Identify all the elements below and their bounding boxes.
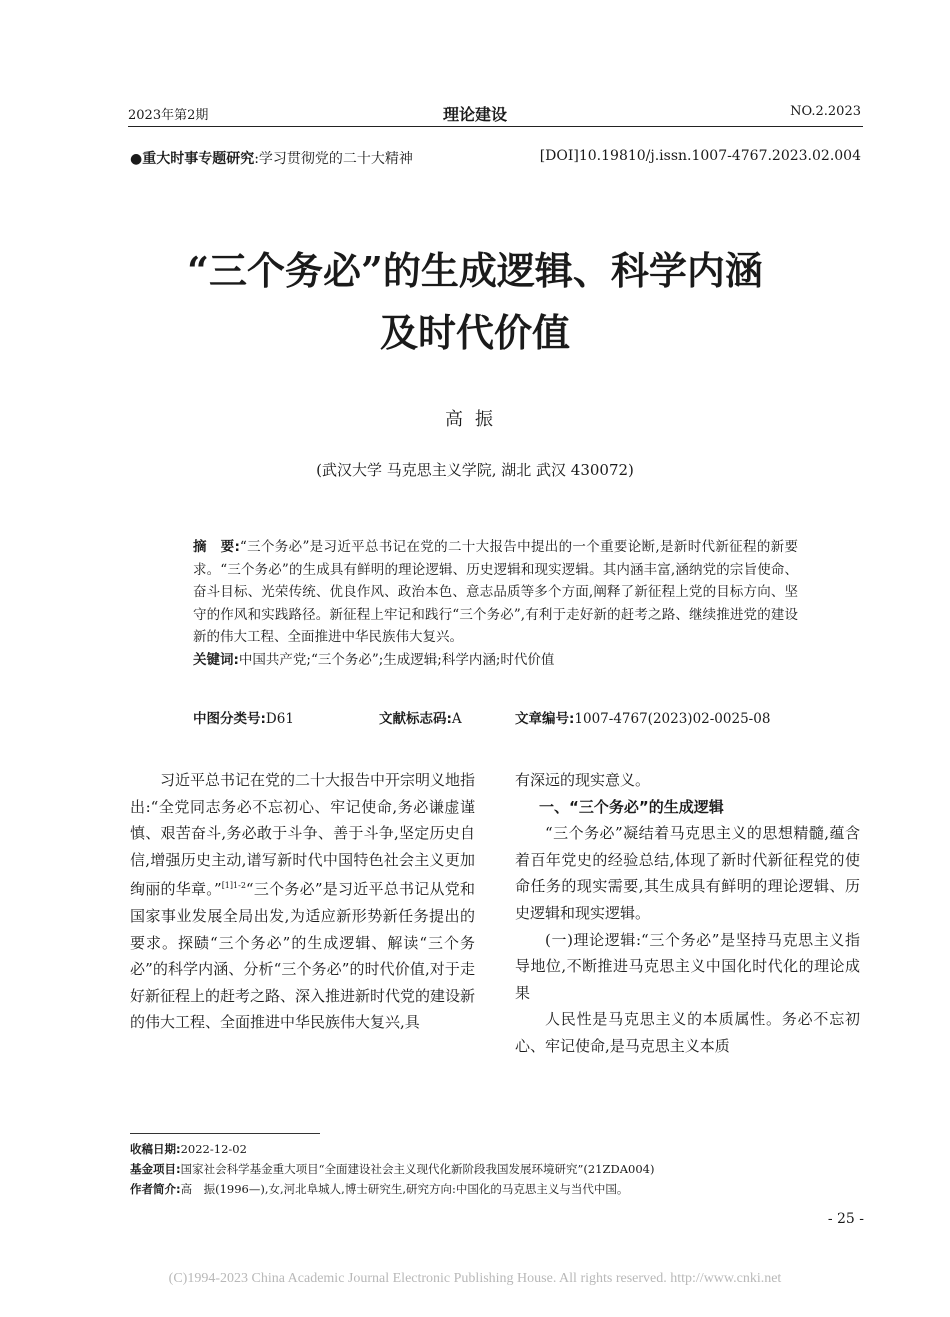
title-line-1: “三个务必”的生成逻辑、科学内涵 bbox=[187, 248, 763, 293]
citation-superscript: [1]1-2 bbox=[221, 881, 246, 891]
copyright-watermark: (C)1994-2023 China Academic Journal Electronic Publishing House. All rights reserved. http://www.cnki.net bbox=[168, 1271, 782, 1286]
clc-label: 中图分类号: bbox=[193, 711, 266, 727]
body-text-a: 习近平总书记在党的二十大报告中开宗明义地指出:“全党同志务必不忘初心、牢记使命,务必谦虚谨慎、艰苦奋斗,务必敢于斗争、善于斗争,坚定历史自信,增强历史主动,谱写新时代中国特色社会主义更加绚丽的华章。” bbox=[130, 771, 476, 899]
article-number-label: 文章编号: bbox=[515, 711, 575, 727]
abstract bbox=[193, 536, 798, 649]
doc-code-group bbox=[379, 707, 515, 727]
received-value: 2022-12-02 bbox=[180, 1142, 247, 1156]
header-issue-number: NO.2.2023 bbox=[790, 104, 861, 119]
doc-code-value: A bbox=[451, 711, 462, 727]
article-number-value: 1007-4767(2023)02-0025-08 bbox=[574, 711, 771, 727]
body-paragraph bbox=[130, 767, 475, 1036]
header-issue: 2023年第2期 bbox=[128, 108, 209, 123]
keywords bbox=[193, 649, 798, 672]
clc-value: D61 bbox=[265, 711, 294, 727]
abstract-block bbox=[193, 536, 798, 672]
footnote-author bbox=[130, 1179, 870, 1199]
body-text-b: “三个务必”是习近平总书记从党和国家事业发展全局出发,为适应新形势新任务提出的要求。探赜“三个务必”的生成逻辑、解读“三个务必”的科学内涵、分析“三个务必”的时代价值,对于走好新征程上的赶考之路、深入推进新时代党的建设新的伟大工程、全面推进中华民族伟大复兴,具 bbox=[130, 880, 476, 1032]
column-label bbox=[130, 148, 413, 168]
fund-label: 基金项目: bbox=[130, 1162, 181, 1176]
footnote-received bbox=[130, 1139, 870, 1159]
doc-code-label: 文献标志码: bbox=[379, 711, 452, 727]
bullet: ● bbox=[130, 151, 143, 167]
column-label-strong: 重大时事专题研究 bbox=[142, 151, 255, 167]
body-paragraph: 人民性是马克思主义的本质属性。务必不忘初心、牢记使命,是马克思主义本质 bbox=[515, 1010, 860, 1055]
title-line-2: 及时代价值 bbox=[379, 310, 570, 355]
footnote-fund bbox=[130, 1159, 870, 1179]
body-column-left bbox=[130, 767, 475, 1036]
abstract-label: 摘 要: bbox=[193, 539, 240, 555]
page-number: - 25 - bbox=[827, 1211, 864, 1227]
doi: [DOI]10.19810/j.issn.1007-4767.2023.02.004 bbox=[539, 148, 861, 164]
fund-value: 国家社会科学基金重大项目“全面建设社会主义现代化新阶段我国发展环境研究”(21ZDA004) bbox=[180, 1162, 655, 1176]
author-name: 高振 bbox=[445, 409, 505, 430]
keywords-label: 关键词: bbox=[193, 651, 239, 668]
author-bio-value: 高 振(1996—),女,河北阜城人,博士研究生,研究方向:中国化的马克思主义与当代中国。 bbox=[180, 1182, 629, 1196]
received-label: 收稿日期: bbox=[130, 1142, 181, 1156]
article-number-group bbox=[515, 707, 770, 727]
column-label-rest: :学习贯彻党的二十大精神 bbox=[254, 151, 413, 167]
classification-row bbox=[193, 707, 813, 727]
article-title bbox=[0, 240, 950, 364]
header-journal-name: 理论建设 bbox=[442, 105, 507, 124]
footnote-rule bbox=[130, 1133, 320, 1134]
author-bio-label: 作者简介: bbox=[130, 1182, 181, 1196]
section-heading: 一、“三个务必”的生成逻辑 bbox=[539, 797, 724, 816]
author-affiliation: (武汉大学 马克思主义学院, 湖北 武汉 430072) bbox=[316, 461, 634, 479]
header-rule bbox=[128, 126, 863, 127]
subsection-heading: (一)理论逻辑:“三个务必”是坚持马克思主义指导地位,不断推进马克思主义中国化时代化的理论成果 bbox=[515, 930, 860, 1002]
footnotes bbox=[130, 1139, 870, 1199]
clc-group bbox=[193, 707, 379, 727]
body-column-right bbox=[515, 767, 860, 1060]
keywords-text: 中国共产党;“三个务必”;生成逻辑;科学内涵;时代价值 bbox=[238, 651, 555, 668]
body-paragraph: “三个务必”凝结着马克思主义的思想精髓,蕴含着百年党史的经验总结,体现了新时代新征程党的使命任务的现实需要,其生成具有鲜明的理论逻辑、历史逻辑和现实逻辑。 bbox=[515, 824, 860, 922]
body-paragraph-continued: 有深远的现实意义。 bbox=[515, 771, 651, 789]
abstract-text: “三个务必”是习近平总书记在党的二十大报告中提出的一个重要论断,是新时代新征程的新要求。“三个务必”的生成具有鲜明的理论逻辑、历史逻辑和现实逻辑。其内涵丰富,涵纳党的宗旨使命、奋斗目标、光荣传统、优良作风、政治本色、意志品质等多个方面,阐释了新征程上党的目标方向、坚守的作风和实践路径。新征程上牢记和践行“三个务必”,有利于走好新的赶考之路、继续推进党的建设新的伟大工程、全面推进中华民族伟大复兴。 bbox=[193, 539, 798, 646]
